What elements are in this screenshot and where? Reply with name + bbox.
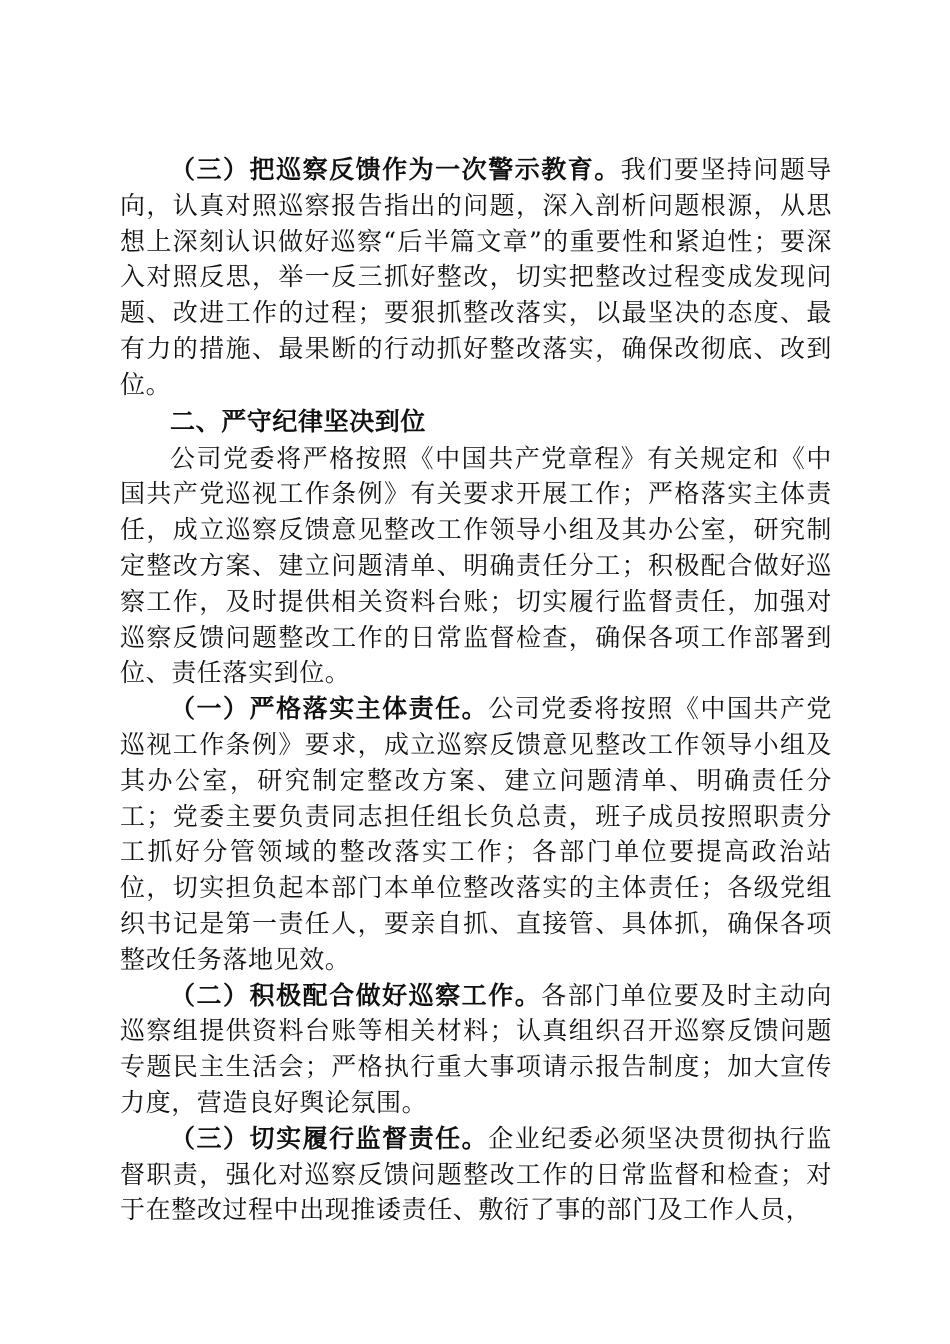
paragraph-lead: （三）切实履行监督责任。 [170, 1123, 489, 1153]
paragraph-body: 各部门单位要及时主动向巡察组提供资料台账等相关材料；认真组织召开巡察反馈问题专题民主生活会；严格执行重大事项请示报告制度；加大宣传力度，营造良好舆论氛围。 [120, 980, 832, 1117]
paragraph-supervision-responsibility [120, 1121, 832, 1228]
paragraph-cooperate-inspection [120, 978, 832, 1121]
paragraph-lead: （一）严格落实主体责任。 [170, 694, 489, 724]
section-intro-paragraph: 公司党委将严格按照《中国共产党章程》有关规定和《中国共产党巡视工作条例》有关要求开展工作；严格落实主体责任，成立巡察反馈意见整改工作领导小组及其办公室，研究制定整改方案、建立问题清单、明确责任分工；积极配合做好巡察工作，及时提供相关资料台账；切实履行监督责任，加强对巡察反馈问题整改工作的日常监督检查，确保各项工作部署到位、责任落实到位。 [120, 443, 832, 688]
paragraph-lead: （二）积极配合做好巡察工作。 [170, 980, 542, 1010]
paragraph-body: 公司党委将按照《中国共产党巡视工作条例》要求，成立巡察反馈意见整改工作领导小组及其办公室，研究制定整改方案、建立问题清单、明确责任分工；党委主要负责同志担任组长负总责，班子成员按照职责分工抓好分管领域的整改落实工作；各部门单位要提高政治站位，切实担负起本部门本单位整改落实的主体责任；各级党组织书记是第一责任人，要亲自抓、直接管、具体抓，确保各项整改任务落地见效。 [120, 694, 832, 974]
section-heading: 二、严守纪律坚决到位 [170, 406, 427, 436]
paragraph-body: 企业纪委必须坚决贯彻执行监督职责，强化对巡察反馈问题整改工作的日常监督和检查；对于在整改过程中出现推诿责任、敷衍了事的部门及工作人员， [120, 1123, 832, 1225]
paragraph-main-responsibility [120, 691, 832, 977]
document-page [120, 152, 832, 1228]
paragraph-warning-education [120, 152, 832, 403]
paragraph-lead: （三）把巡察反馈作为一次警示教育。 [170, 155, 621, 184]
paragraph-body: 我们要坚持问题导向，认真对照巡察报告指出的问题，深入剖析问题根源，从思想上深刻认识做好巡察“后半篇文章”的重要性和紧迫性；要深入对照反思，举一反三抓好整改，切实把整改过程变成发现问题、改进工作的过程；要狠抓整改落实，以最坚决的态度、最有力的措施、最果断的行动抓好整改落实，确保改彻底、改到位。 [120, 155, 832, 399]
